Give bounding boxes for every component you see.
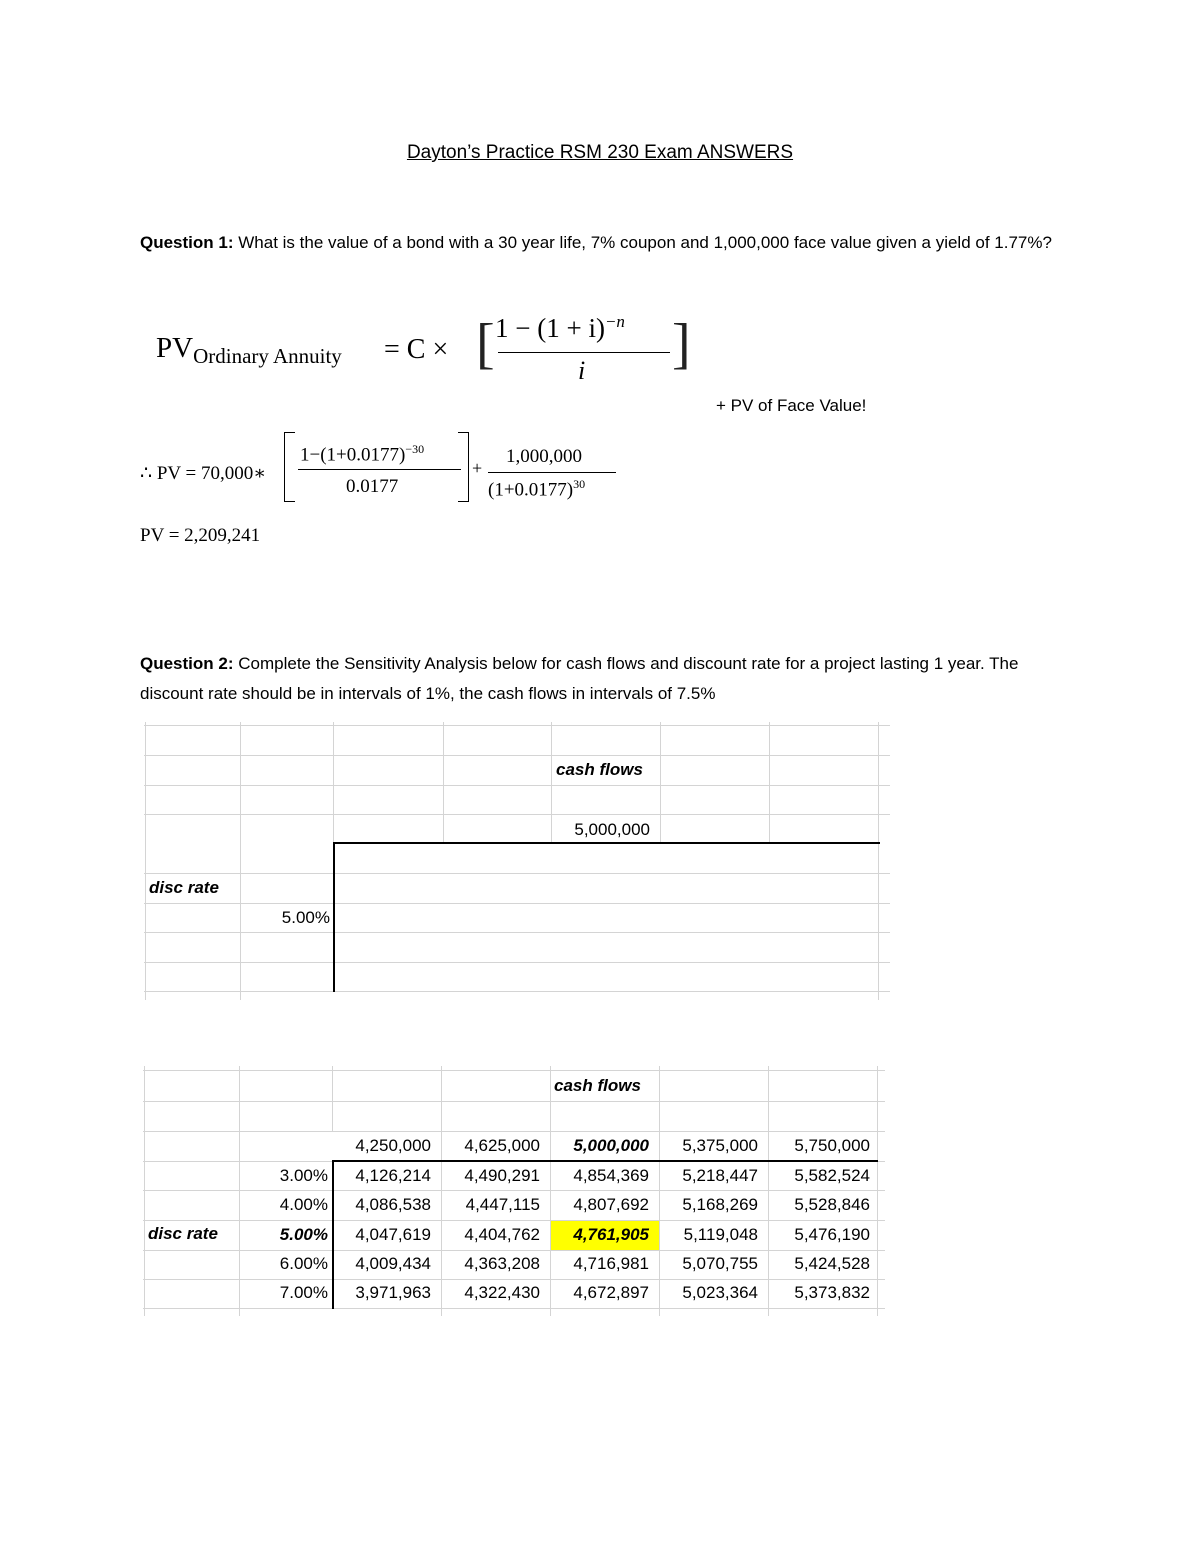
value-cell: 4,126,214 bbox=[355, 1166, 431, 1185]
table2-disc-rate-label: disc rate bbox=[148, 1224, 218, 1243]
face-value-note: + PV of Face Value! bbox=[716, 396, 867, 415]
question-2 bbox=[140, 649, 1070, 709]
cash-flow-header-cell: 5,750,000 bbox=[794, 1136, 870, 1155]
value-cell: 4,807,692 bbox=[573, 1195, 649, 1214]
question-1-label: Question 1: bbox=[140, 233, 234, 252]
question-2-label: Question 2: bbox=[140, 654, 234, 673]
calc-fraction-bar bbox=[298, 469, 461, 470]
table1-cash-flows-header: cash flows bbox=[556, 760, 643, 779]
value-cell: 5,218,447 bbox=[682, 1166, 758, 1185]
value-cell: 5,424,528 bbox=[794, 1254, 870, 1273]
annuity-formula-lhs: $PV_{Ordinary Annuity}$ bbox=[156, 332, 342, 368]
value-cell: 4,404,762 bbox=[464, 1225, 540, 1244]
calc-prefix: ∴ PV = 70,000∗ bbox=[140, 463, 267, 484]
rate-cell: 6.00% bbox=[279, 1254, 328, 1273]
table1-base-rate: 5.00% bbox=[281, 908, 330, 927]
value-cell: 5,168,269 bbox=[682, 1195, 758, 1214]
left-bracket: [ bbox=[476, 313, 495, 375]
value-cell: 5,070,755 bbox=[682, 1254, 758, 1273]
annuity-numerator: $1 - (1 + i)^{-n}$ bbox=[495, 312, 625, 343]
rate-cell: 7.00% bbox=[279, 1283, 328, 1302]
calc-plus: + bbox=[472, 458, 483, 478]
rate-cell: 5.00% bbox=[279, 1225, 328, 1244]
calc-fraction-bar-2 bbox=[488, 472, 616, 473]
value-cell: 5,373,832 bbox=[794, 1283, 870, 1302]
calc-numerator: $1-(1+0.0177)^{-30}$ bbox=[300, 442, 425, 466]
value-cell: 4,322,430 bbox=[464, 1283, 540, 1302]
value-cell: 4,854,369 bbox=[573, 1166, 649, 1185]
question-1-text: What is the value of a bond with a 30 year life, 7% coupon and 1,000,000 face value given a yield of 1.77%? bbox=[233, 233, 1052, 252]
value-cell: 5,528,846 bbox=[794, 1195, 870, 1214]
table2-cash-flows-header: cash flows bbox=[554, 1076, 641, 1095]
question-2-text: Complete the Sensitivity Analysis below for cash flows and discount rate for a project lasting 1 year. The discount rate should be in intervals of 1%, the cash flows in intervals of 7.5% bbox=[140, 654, 1019, 703]
cash-flow-header-cell: 4,250,000 bbox=[355, 1136, 431, 1155]
calc-face-value: 1,000,000 bbox=[506, 446, 582, 467]
value-cell: 5,582,524 bbox=[794, 1166, 870, 1185]
value-cell-highlighted: 4,761,905 bbox=[573, 1225, 649, 1244]
table1-disc-rate-label: disc rate bbox=[149, 878, 219, 897]
value-cell: 4,363,208 bbox=[464, 1254, 540, 1273]
value-cell: 5,023,364 bbox=[682, 1283, 758, 1302]
value-cell: 4,086,538 bbox=[355, 1195, 431, 1214]
value-cell: 4,716,981 bbox=[573, 1254, 649, 1273]
value-cell: 3,971,963 bbox=[355, 1283, 431, 1302]
rate-cell: 3.00% bbox=[279, 1166, 328, 1185]
table1-base-cash: 5,000,000 bbox=[574, 820, 650, 839]
calc-right-bracket bbox=[458, 432, 469, 502]
value-cell: 5,119,048 bbox=[683, 1225, 758, 1244]
annuity-formula-eq: = C × bbox=[384, 334, 449, 365]
annuity-denominator: i bbox=[578, 356, 586, 385]
calc-discount-factor: $(1+0.0177)^{30}$ bbox=[488, 477, 586, 501]
value-cell: 4,447,115 bbox=[465, 1195, 540, 1214]
question-1 bbox=[140, 228, 1070, 258]
value-cell: 4,672,897 bbox=[573, 1283, 649, 1302]
rate-cell: 4.00% bbox=[279, 1195, 328, 1214]
q1-answer: PV = 2,209,241 bbox=[140, 525, 261, 546]
cash-flow-header-cell: 5,000,000 bbox=[573, 1136, 649, 1155]
right-bracket: ] bbox=[672, 313, 691, 375]
page-title: Dayton’s Practice RSM 230 Exam ANSWERS bbox=[406, 142, 794, 163]
value-cell: 5,476,190 bbox=[794, 1225, 870, 1244]
cash-flow-header-cell: 4,625,000 bbox=[464, 1136, 540, 1155]
value-cell: 4,490,291 bbox=[464, 1166, 540, 1185]
calc-left-bracket bbox=[284, 432, 295, 502]
cash-flow-header-cell: 5,375,000 bbox=[682, 1136, 758, 1155]
calc-denominator: 0.0177 bbox=[346, 476, 399, 497]
value-cell: 4,009,434 bbox=[355, 1254, 431, 1273]
fraction-bar bbox=[498, 352, 670, 353]
value-cell: 4,047,619 bbox=[355, 1225, 431, 1244]
